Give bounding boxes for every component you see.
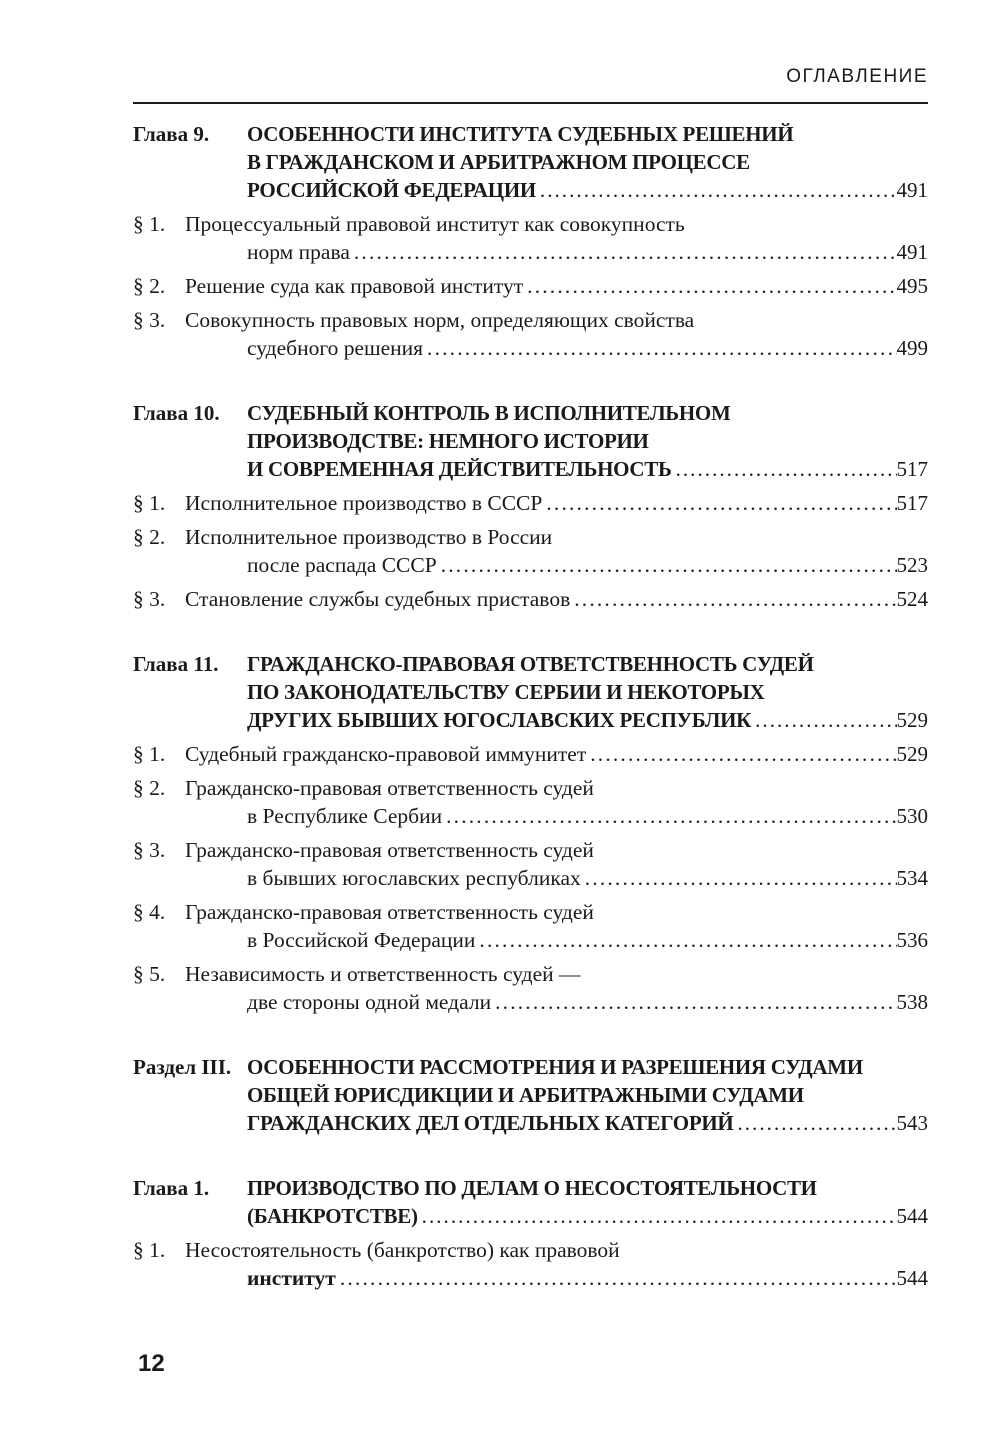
entry-title-text: ПО ЗАКОНОДАТЕЛЬСТВУ СЕРБИИ И НЕКОТОРЫХ (247, 680, 765, 704)
entry-title-text: В ГРАЖДАНСКОМ И АРБИТРАЖНОМ ПРОЦЕССЕ (247, 150, 750, 174)
entry-title-text: ГРАЖДАНСКИХ ДЕЛ ОТДЕЛЬНЫХ КАТЕГОРИЙ (247, 1111, 734, 1135)
entry-line (133, 120, 928, 148)
dot-leader (542, 489, 896, 517)
toc-entry-chapter[interactable] (133, 650, 928, 734)
entry-title-text: норм права (247, 240, 350, 264)
entry-line (133, 176, 928, 204)
toc-entry-section[interactable] (133, 898, 928, 954)
entry-line (133, 1081, 928, 1109)
entry-page-number: 524 (896, 587, 928, 611)
entry-line (133, 774, 928, 802)
entry-page-number: 491 (896, 178, 928, 202)
entry-page-number: 529 (896, 742, 928, 766)
toc-entry-chapter[interactable] (133, 120, 928, 204)
entry-number: § 3. (133, 838, 166, 862)
entry-page-number: 536 (896, 928, 928, 952)
entry-number: § 3. (133, 308, 166, 332)
entry-line (133, 272, 928, 300)
entry-line (133, 1236, 928, 1264)
entry-title-text: Становление службы судебных приставов (185, 587, 571, 611)
dot-leader (423, 334, 896, 362)
dot-leader (733, 1109, 896, 1137)
dot-leader (437, 551, 897, 579)
toc-entry-section[interactable] (133, 489, 928, 517)
entry-line (133, 334, 928, 362)
entry-line (133, 306, 928, 334)
entry-number: § 1. (133, 1238, 166, 1262)
dot-leader (350, 238, 897, 266)
dot-leader (418, 1202, 897, 1230)
toc-entry-section[interactable] (133, 836, 928, 892)
entry-line (133, 1202, 928, 1230)
entry-line (133, 1264, 928, 1292)
entry-number: Глава 9. (133, 122, 210, 146)
entry-page-number: 499 (896, 336, 928, 360)
entry-number: § 4. (133, 900, 166, 924)
entry-title-text: ПРОИЗВОДСТВО ПО ДЕЛАМ О НЕСОСТОЯТЕЛЬНОСТИ (247, 1176, 817, 1200)
entry-title-text: РОССИЙСКОЙ ФЕДЕРАЦИИ (247, 178, 536, 202)
entry-page-number: 495 (896, 274, 928, 298)
header-rule (133, 102, 928, 104)
entry-page-number: 529 (896, 708, 928, 732)
entry-number: Раздел III. (133, 1055, 232, 1079)
entry-page-number: 517 (896, 457, 928, 481)
toc-entry-section[interactable] (133, 960, 928, 1016)
entry-line (133, 238, 928, 266)
entry-number: § 1. (133, 491, 166, 515)
entry-title-text: после распада СССР (247, 553, 437, 577)
entry-title-text: в Российской Федерации (247, 928, 476, 952)
entry-page-number: 491 (896, 240, 928, 264)
entry-title-text: ГРАЖДАНСКО-ПРАВОВАЯ ОТВЕТСТВЕННОСТЬ СУДЕЙ (247, 652, 814, 676)
dot-leader (523, 272, 896, 300)
page-number: 12 (138, 1350, 165, 1377)
entry-line (133, 898, 928, 926)
entry-title-text: Судебный гражданско-правовой иммунитет (185, 742, 587, 766)
entry-title-text: (БАНКРОТСТВЕ) (247, 1204, 418, 1228)
toc-entry-chapter[interactable] (133, 399, 928, 483)
entry-line (133, 1109, 928, 1137)
entry-line (133, 706, 928, 734)
entry-page-number: 517 (896, 491, 928, 515)
entry-line (133, 148, 928, 176)
entry-title-text: Гражданско-правовая ответственность судей (185, 838, 594, 862)
entry-line (133, 551, 928, 579)
entry-number: § 2. (133, 525, 166, 549)
entry-number: § 5. (133, 962, 166, 986)
entry-page-number: 534 (896, 866, 928, 890)
entry-title-text: Исполнительное производство в СССР (185, 491, 543, 515)
entry-line (133, 836, 928, 864)
entry-page-number: 530 (896, 804, 928, 828)
entry-number: § 1. (133, 742, 166, 766)
entry-title-text: Исполнительное производство в России (185, 525, 553, 549)
entry-line (133, 210, 928, 238)
entry-title-text: ДРУГИХ БЫВШИХ ЮГОСЛАВСКИХ РЕСПУБЛИК (247, 708, 752, 732)
entry-line (133, 455, 928, 483)
entry-number: Глава 1. (133, 1176, 210, 1200)
entry-page-number: 543 (896, 1111, 928, 1135)
entry-title-text: Гражданско-правовая ответственность судей (185, 776, 594, 800)
entry-title-text: Решение суда как правовой институт (185, 274, 524, 298)
entry-page-number: 538 (896, 990, 928, 1014)
entry-page-number: 523 (896, 553, 928, 577)
entry-line (133, 1174, 928, 1202)
dot-leader (442, 802, 896, 830)
entry-line (133, 678, 928, 706)
entry-line (133, 926, 928, 954)
entry-line (133, 802, 928, 830)
entry-title-text: институт (247, 1266, 336, 1290)
entry-title-text: ОСОБЕННОСТИ ИНСТИТУТА СУДЕБНЫХ РЕШЕНИЙ (247, 122, 794, 146)
entry-page-number: 544 (896, 1204, 928, 1228)
entry-line (133, 427, 928, 455)
toc-entry-chapter[interactable] (133, 1174, 928, 1230)
entry-title-text: Несостоятельность (банкротство) как правовой (185, 1238, 620, 1262)
entry-line (133, 650, 928, 678)
toc-entry-section[interactable] (133, 523, 928, 579)
entry-line (133, 489, 928, 517)
entry-line (133, 523, 928, 551)
entry-line (133, 1053, 928, 1081)
dot-leader (672, 455, 897, 483)
entry-title-text: ПРОИЗВОДСТВЕ: НЕМНОГО ИСТОРИИ (247, 429, 649, 453)
entry-number: Глава 11. (133, 652, 219, 676)
entry-title-text: в Республике Сербии (247, 804, 443, 828)
entry-title-text: в бывших югославских республиках (247, 866, 581, 890)
entry-number: § 3. (133, 587, 166, 611)
entry-line (133, 585, 928, 613)
dot-leader (536, 176, 897, 204)
dot-leader (751, 706, 896, 734)
dot-leader (336, 1264, 897, 1292)
dot-leader (570, 585, 896, 613)
entry-number: § 1. (133, 212, 166, 236)
entry-line (133, 864, 928, 892)
entry-title-text: две стороны одной медали (247, 990, 492, 1014)
entry-number: § 2. (133, 274, 166, 298)
toc-entry-section[interactable] (133, 740, 928, 768)
entry-line (133, 960, 928, 988)
entry-line (133, 399, 928, 427)
entry-line (133, 740, 928, 768)
toc-entry-chapter[interactable] (133, 1053, 928, 1137)
toc-entry-section[interactable] (133, 1236, 928, 1292)
dot-leader (475, 926, 896, 954)
entry-title-text: Независимость и ответственность судей — (185, 962, 581, 986)
running-header: ОГЛАВЛЕНИЕ (786, 66, 928, 87)
toc-entry-section[interactable] (133, 774, 928, 830)
toc-entry-section[interactable] (133, 306, 928, 362)
toc-entry-section[interactable] (133, 585, 928, 613)
entry-title-text: И СОВРЕМЕННАЯ ДЕЙСТВИТЕЛЬНОСТЬ (247, 457, 672, 481)
entry-title-text: ОСОБЕННОСТИ РАССМОТРЕНИЯ И РАЗРЕШЕНИЯ СУДАМИ (247, 1055, 863, 1079)
toc-entry-section[interactable] (133, 210, 928, 266)
entry-title-text: Гражданско-правовая ответственность судей (185, 900, 594, 924)
dot-leader (586, 740, 896, 768)
entry-title-text: судебного решения (247, 336, 424, 360)
table-of-contents (133, 120, 928, 1298)
entry-title-text: СУДЕБНЫЙ КОНТРОЛЬ В ИСПОЛНИТЕЛЬНОМ (247, 401, 731, 425)
dot-leader (581, 864, 897, 892)
entry-title-text: Процессуальный правовой институт как совокупность (185, 212, 685, 236)
dot-leader (491, 988, 896, 1016)
entry-title-text: Совокупность правовых норм, определяющих свойства (185, 308, 695, 332)
entry-number: § 2. (133, 776, 166, 800)
entry-number: Глава 10. (133, 401, 220, 425)
entry-page-number: 544 (896, 1266, 928, 1290)
toc-entry-section[interactable] (133, 272, 928, 300)
entry-title-text: ОБЩЕЙ ЮРИСДИКЦИИ И АРБИТРАЖНЫМИ СУДАМИ (247, 1083, 804, 1107)
entry-line (133, 988, 928, 1016)
